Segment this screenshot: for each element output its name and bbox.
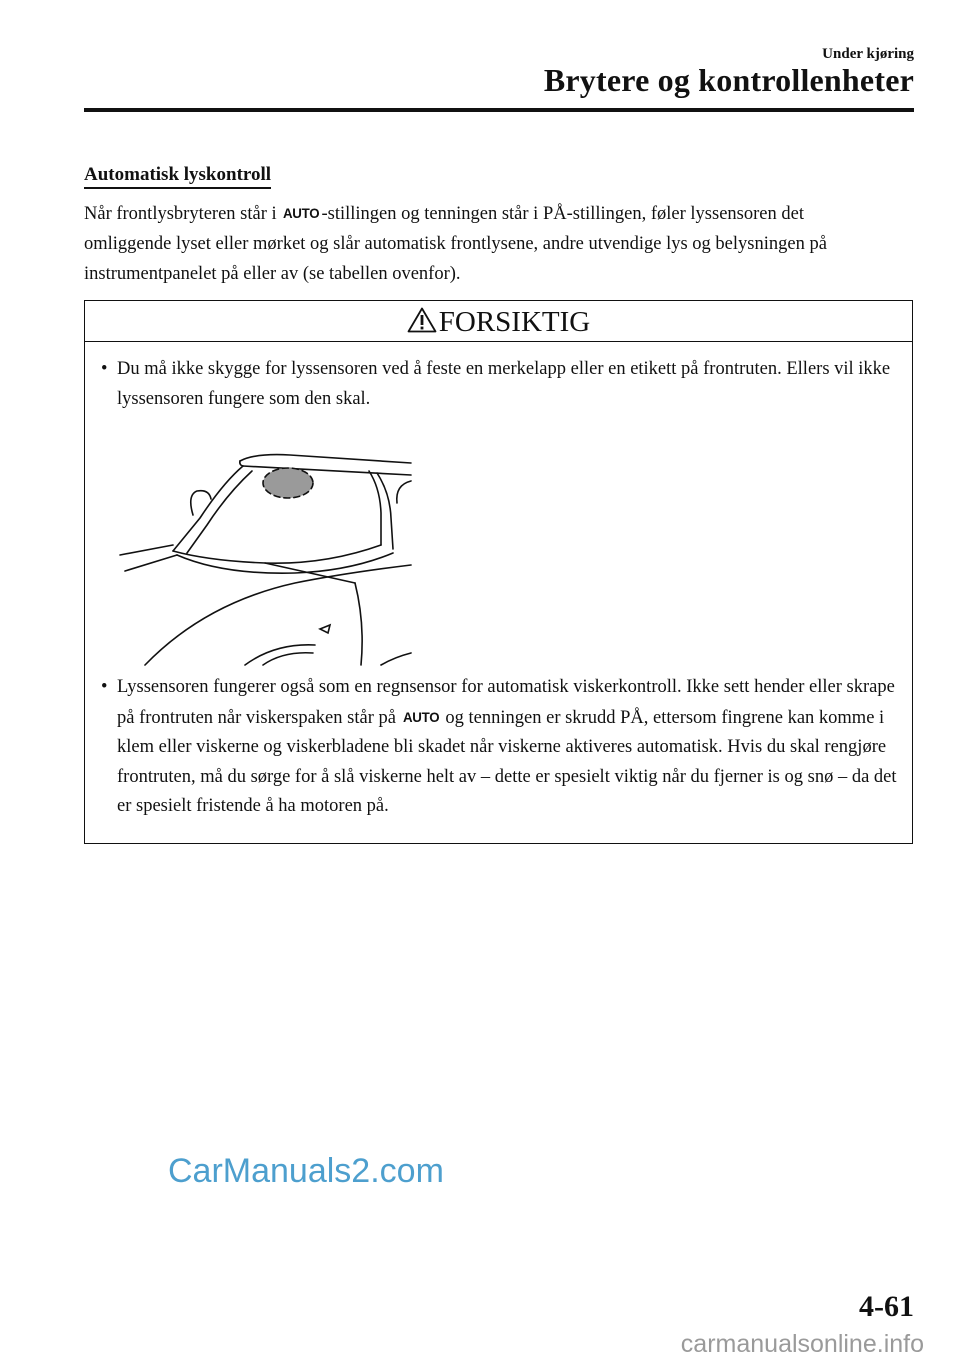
header-title: Brytere og kontrollenheter (543, 62, 914, 98)
header-rule (84, 108, 914, 112)
watermark: CarManuals2.com (168, 1152, 444, 1190)
bullet-dot: • (101, 677, 108, 697)
caution-header (85, 301, 912, 342)
header-section-label: Under kjøring (822, 46, 914, 62)
caution-title: FORSIKTIG (438, 306, 591, 338)
caution-bullet-1 (101, 355, 901, 414)
paragraph-part-1: Når frontlysbryteren står i (84, 204, 282, 224)
page-number: 4-61 (859, 1290, 914, 1323)
warning-triangle-icon (407, 303, 437, 345)
windshield-sensor-illustration (115, 433, 415, 673)
bullet-2-part-2: og tenningen er skrudd PÅ, ettersom fingrene kan komme i klem eller viskerne og viskerbladene bli skadet når viskerne aktiveres automatisk. Hvis du skal rengjøre frontruten, må du sørge for å slå viskerne helt av – dette er spesielt viktig når du fjerner is og snø – da det er spesielt fristende å ha motoren på. (117, 707, 897, 816)
bullet-2-part-1: Lyssensoren fungerer også som en regnsensor for automatisk viskerkontroll. Ikke sett hender eller skrape på frontruten når viskerspaken står på (117, 677, 895, 728)
body-paragraph (84, 198, 884, 289)
caution-bullet-2-text (117, 673, 901, 822)
footer-site-watermark: carmanualsonline.info (680, 1330, 924, 1358)
section-heading: Automatisk lyskontroll (84, 164, 271, 189)
caution-bullet-1-text: Du må ikke skygge for lyssensoren ved å feste en merkelapp eller en etikett på frontruten. Ellers vil ikke lyssensoren fungere som den skal. (117, 359, 891, 409)
auto-symbol: AUTO (402, 708, 439, 725)
auto-symbol: AUTO (283, 205, 320, 221)
bullet-dot: • (101, 359, 108, 379)
paragraph-part-2: -stillingen og tenningen står i PÅ-stillingen, føler lyssensoren det omliggende lyset eller mørket og slår automatisk frontlysene, andre utvendige lys og belysningen på instrumentpanelet på eller av (se tabellen ovenfor). (84, 204, 827, 284)
caution-bullet-2 (101, 673, 901, 822)
caution-box (84, 300, 913, 844)
